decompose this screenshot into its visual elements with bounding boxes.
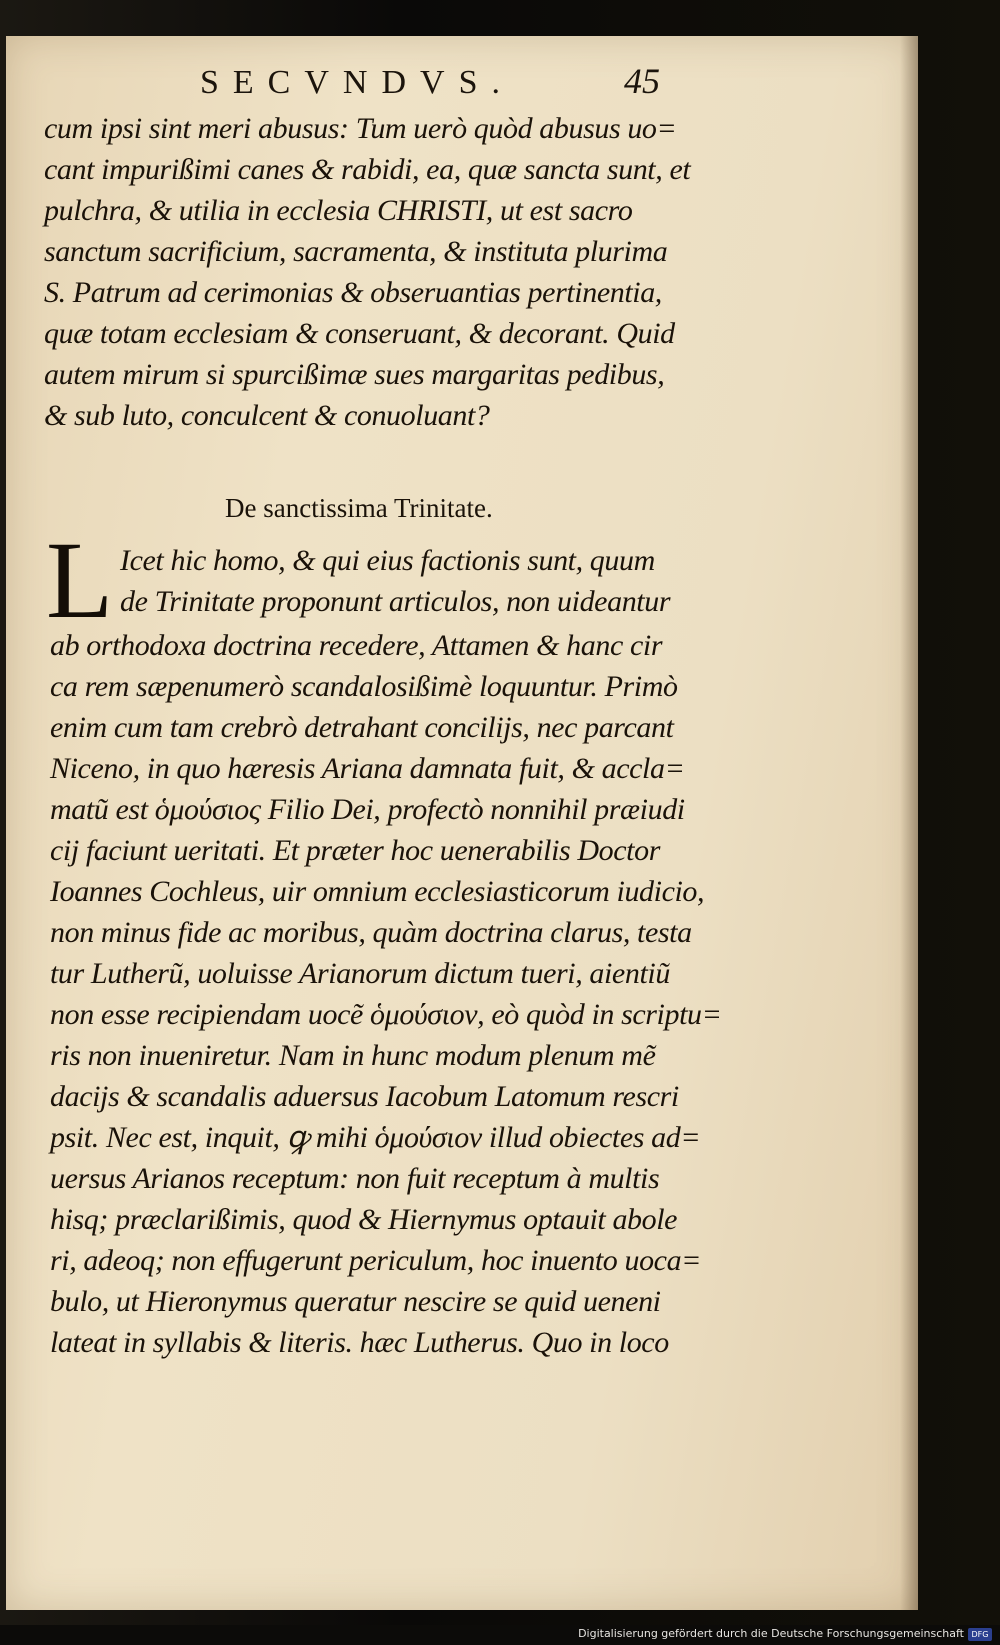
text-line: bulo, ut Hieronymus queratur nescire se quid ueneni: [50, 1285, 661, 1318]
text-line: tur Lutherũ, uoluisse Arianorum dictum tueri, aientiũ: [50, 957, 670, 990]
text-line: non minus fide ac moribus, quàm doctrina clarus, testa: [50, 916, 692, 949]
text-line: enim cum tam crebrò detrahant concilijs, nec parcant: [50, 711, 674, 744]
text-line: de Trinitate proponunt articulos, non uideantur: [120, 585, 671, 618]
text-line: ab orthodoxa doctrina recedere, Attamen & hanc cir: [50, 629, 663, 662]
paragraph-2: [50, 625, 770, 1363]
text-line: cij faciunt ueritati. Et præter hoc uenerabilis Doctor: [50, 834, 660, 867]
text-line: cum ipsi sint meri abusus: Tum uerò quòd abusus uo=: [44, 112, 677, 145]
dfg-logo: DFG: [968, 1628, 992, 1641]
text-line: ri, adeoq; non effugerunt periculum, hoc inuento uoca=: [50, 1244, 702, 1277]
text-line: ris non inueniretur. Nam in hunc modum plenum mẽ: [50, 1039, 656, 1072]
text-line: sanctum sacrificium, sacramenta, & instituta plurima: [44, 235, 668, 268]
text-line: Niceno, in quo hæresis Ariana damnata fuit, & accla=: [50, 752, 685, 785]
text-line: quæ totam ecclesiam & conseruant, & decorant. Quid: [44, 317, 675, 350]
paragraph-2-indented: [120, 540, 760, 622]
text-line: matũ est ὁμούσιος Filio Dei, profectò nonnihil præiudi: [50, 793, 685, 826]
paragraph-1: [44, 108, 744, 436]
text-line: S. Patrum ad cerimonias & obseruantias pertinentia,: [44, 276, 662, 309]
text-line: non esse recipiendam uocẽ ὁμούσιον, eò quòd in scriptu=: [50, 998, 722, 1031]
funding-credit: Digitalisierung gefördert durch die Deutsche Forschungsgemeinschaft: [578, 1627, 964, 1640]
running-title: SECVNDVS.: [200, 64, 514, 101]
text-line: pulchra, & utilia in ecclesia CHRISTI, ut est sacro: [44, 194, 633, 227]
text-line: & sub luto, conculcent & conuoluant?: [44, 399, 490, 432]
text-line: lateat in syllabis & literis. hæc Lutherus. Quo in loco: [50, 1326, 669, 1359]
page-edge-shadow: [900, 36, 918, 1610]
section-heading: De sanctissima Trinitate.: [225, 493, 493, 523]
page-header: [200, 61, 720, 114]
text-line: Icet hic homo, & qui eius factionis sunt, quum: [120, 544, 655, 577]
text-line: autem mirum si spurcißimæ sues margaritas pedibus,: [44, 358, 665, 391]
text-line: Ioannes Cochleus, uir omnium ecclesiasticorum iudicio,: [50, 875, 705, 908]
text-line: hisq; præclarißimis, quod & Hiernymus optauit abole: [50, 1203, 678, 1236]
text-line: ca rem sæpenumerò scandalosißimè loquuntur. Primò: [50, 670, 678, 703]
drop-cap-initial: L: [46, 519, 114, 641]
text-line: dacijs & scandalis aduersus Iacobum Latomum rescri: [50, 1080, 679, 1113]
page-number: 45: [624, 61, 660, 101]
text-line: psit. Nec est, inquit, ꝙ mihi ὁμούσιον illud obiectes ad=: [50, 1121, 701, 1154]
text-line: uersus Arianos receptum: non fuit receptum à multis: [50, 1162, 660, 1195]
text-line: cant impurißimi canes & rabidi, ea, quæ sancta sunt, et: [44, 153, 691, 186]
